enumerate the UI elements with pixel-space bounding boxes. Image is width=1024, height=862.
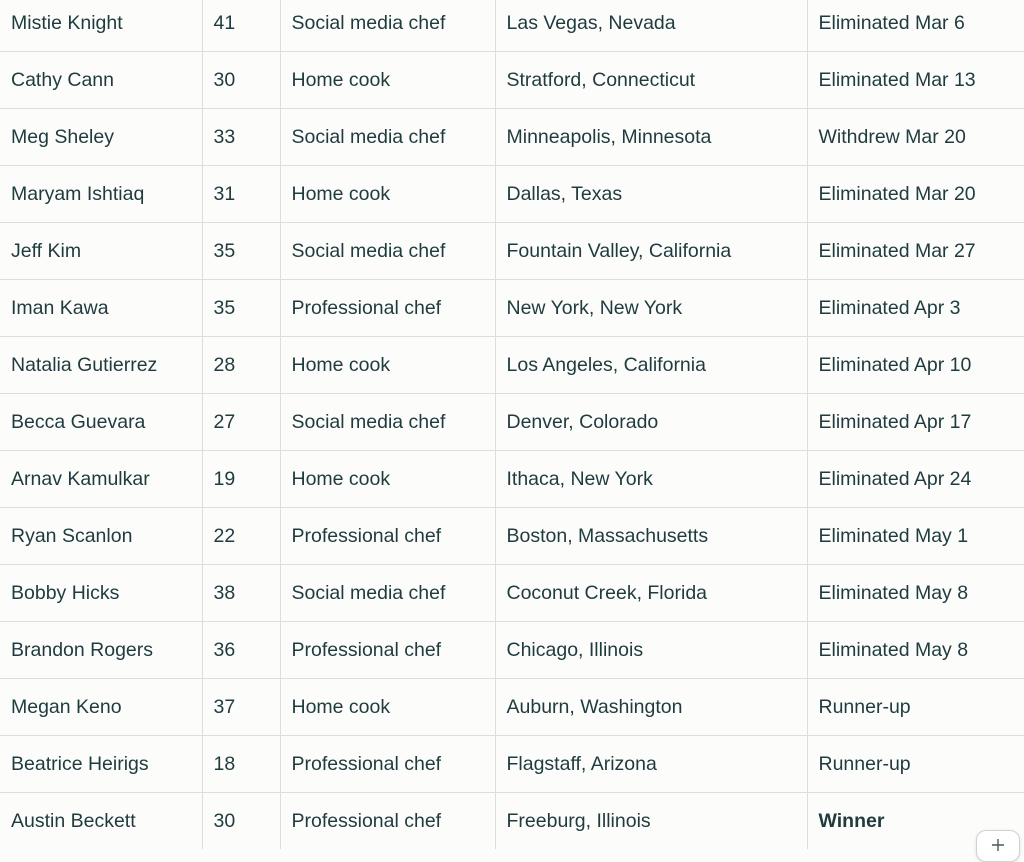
cell-contestant-type: Social media chef bbox=[280, 394, 495, 451]
cell-status: Eliminated May 1 bbox=[807, 508, 1024, 565]
cell-name: Iman Kawa bbox=[0, 280, 202, 337]
cell-hometown: Fountain Valley, California bbox=[495, 223, 807, 280]
table-row bbox=[0, 508, 1024, 565]
cell-hometown: Chicago, Illinois bbox=[495, 622, 807, 679]
cell-status: Eliminated Apr 17 bbox=[807, 394, 1024, 451]
cell-status: Eliminated May 8 bbox=[807, 622, 1024, 679]
table-row bbox=[0, 280, 1024, 337]
cell-age: 33 bbox=[202, 109, 280, 166]
table-row bbox=[0, 451, 1024, 508]
cell-contestant-type: Social media chef bbox=[280, 0, 495, 52]
cell-age: 36 bbox=[202, 622, 280, 679]
cell-contestant-type: Professional chef bbox=[280, 793, 495, 850]
cell-status: Eliminated Mar 27 bbox=[807, 223, 1024, 280]
add-button[interactable] bbox=[976, 830, 1020, 862]
cell-hometown: Dallas, Texas bbox=[495, 166, 807, 223]
cell-age: 35 bbox=[202, 280, 280, 337]
cell-hometown: Boston, Massachusetts bbox=[495, 508, 807, 565]
table-row bbox=[0, 52, 1024, 109]
table-row bbox=[0, 223, 1024, 280]
cell-contestant-type: Home cook bbox=[280, 679, 495, 736]
cell-name: Megan Keno bbox=[0, 679, 202, 736]
cell-name: Maryam Ishtiaq bbox=[0, 166, 202, 223]
table-row bbox=[0, 337, 1024, 394]
cell-name: Cathy Cann bbox=[0, 52, 202, 109]
table-row bbox=[0, 109, 1024, 166]
cell-status: Runner-up bbox=[807, 736, 1024, 793]
cell-hometown: Freeburg, Illinois bbox=[495, 793, 807, 850]
table-row bbox=[0, 394, 1024, 451]
cell-name: Bobby Hicks bbox=[0, 565, 202, 622]
cell-status: Eliminated May 8 bbox=[807, 565, 1024, 622]
cell-hometown: Denver, Colorado bbox=[495, 394, 807, 451]
cell-contestant-type: Social media chef bbox=[280, 223, 495, 280]
cell-hometown: Ithaca, New York bbox=[495, 451, 807, 508]
cell-hometown: Auburn, Washington bbox=[495, 679, 807, 736]
cell-contestant-type: Professional chef bbox=[280, 736, 495, 793]
cell-contestant-type: Home cook bbox=[280, 52, 495, 109]
cell-name: Mistie Knight bbox=[0, 0, 202, 52]
cell-age: 19 bbox=[202, 451, 280, 508]
cell-contestant-type: Professional chef bbox=[280, 508, 495, 565]
cell-contestant-type: Home cook bbox=[280, 166, 495, 223]
cell-hometown: Las Vegas, Nevada bbox=[495, 0, 807, 52]
cell-name: Arnav Kamulkar bbox=[0, 451, 202, 508]
table-row bbox=[0, 622, 1024, 679]
cell-age: 41 bbox=[202, 0, 280, 52]
cell-status: Eliminated Apr 24 bbox=[807, 451, 1024, 508]
cell-name: Ryan Scanlon bbox=[0, 508, 202, 565]
cell-age: 37 bbox=[202, 679, 280, 736]
cell-age: 18 bbox=[202, 736, 280, 793]
cell-age: 28 bbox=[202, 337, 280, 394]
cell-status: Eliminated Apr 3 bbox=[807, 280, 1024, 337]
cell-hometown: Flagstaff, Arizona bbox=[495, 736, 807, 793]
cell-age: 27 bbox=[202, 394, 280, 451]
cell-contestant-type: Home cook bbox=[280, 451, 495, 508]
cell-contestant-type: Professional chef bbox=[280, 280, 495, 337]
cell-name: Jeff Kim bbox=[0, 223, 202, 280]
cell-name: Beatrice Heirigs bbox=[0, 736, 202, 793]
cell-age: 22 bbox=[202, 508, 280, 565]
cell-status: Eliminated Mar 20 bbox=[807, 166, 1024, 223]
cell-status: Withdrew Mar 20 bbox=[807, 109, 1024, 166]
cell-age: 38 bbox=[202, 565, 280, 622]
cell-hometown: Los Angeles, California bbox=[495, 337, 807, 394]
cell-age: 35 bbox=[202, 223, 280, 280]
plus-icon bbox=[991, 838, 1005, 852]
table-row bbox=[0, 793, 1024, 850]
cell-contestant-type: Home cook bbox=[280, 337, 495, 394]
cell-age: 30 bbox=[202, 793, 280, 850]
cell-name: Natalia Gutierrez bbox=[0, 337, 202, 394]
cell-name: Becca Guevara bbox=[0, 394, 202, 451]
cell-hometown: Stratford, Connecticut bbox=[495, 52, 807, 109]
cell-name: Meg Sheley bbox=[0, 109, 202, 166]
cell-hometown: Coconut Creek, Florida bbox=[495, 565, 807, 622]
table-row bbox=[0, 736, 1024, 793]
table-row bbox=[0, 565, 1024, 622]
cell-status: Eliminated Mar 6 bbox=[807, 0, 1024, 52]
cell-age: 30 bbox=[202, 52, 280, 109]
table-row bbox=[0, 0, 1024, 52]
table-row bbox=[0, 679, 1024, 736]
cell-status: Runner-up bbox=[807, 679, 1024, 736]
table-row bbox=[0, 166, 1024, 223]
cell-name: Austin Beckett bbox=[0, 793, 202, 850]
cell-hometown: New York, New York bbox=[495, 280, 807, 337]
cell-status: Eliminated Apr 10 bbox=[807, 337, 1024, 394]
cell-name: Brandon Rogers bbox=[0, 622, 202, 679]
cell-status: Eliminated Mar 13 bbox=[807, 52, 1024, 109]
cell-contestant-type: Social media chef bbox=[280, 565, 495, 622]
cell-contestant-type: Professional chef bbox=[280, 622, 495, 679]
cell-contestant-type: Social media chef bbox=[280, 109, 495, 166]
cell-status: Winner bbox=[807, 793, 1024, 850]
cell-age: 31 bbox=[202, 166, 280, 223]
cell-hometown: Minneapolis, Minnesota bbox=[495, 109, 807, 166]
